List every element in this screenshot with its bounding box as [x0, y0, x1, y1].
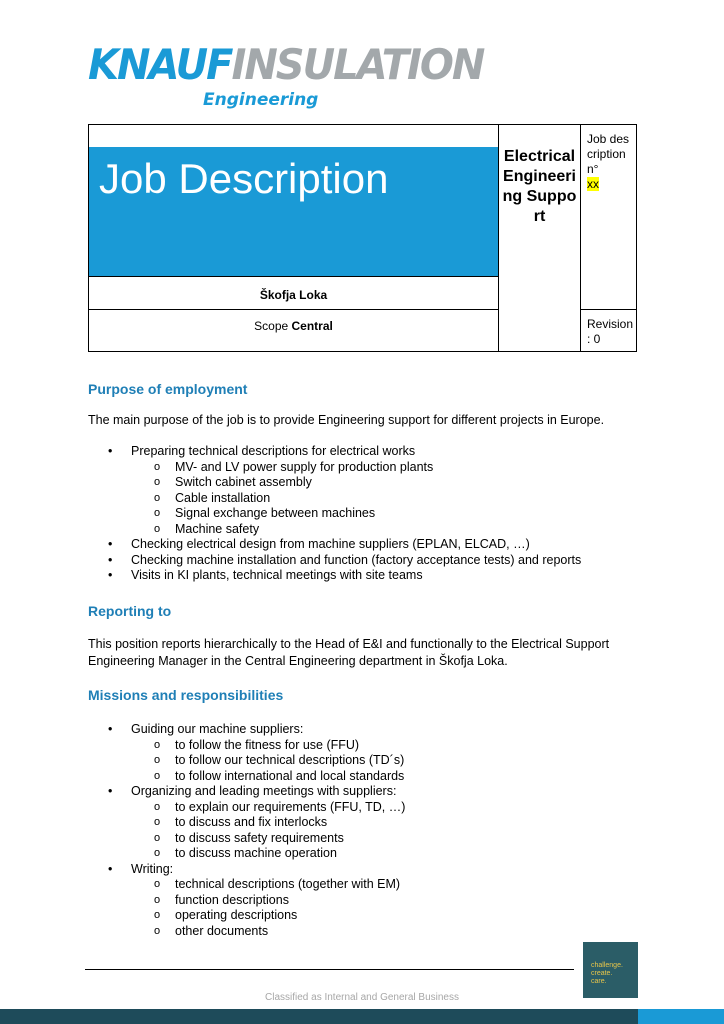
sub-bullet-item: o Signal exchange between machines [88, 506, 648, 522]
badge-line: challenge. [591, 962, 623, 969]
role-cell [498, 124, 581, 352]
job-number-value: xx [587, 177, 599, 191]
job-number-cell [580, 124, 637, 310]
reporting-heading: Reporting to [88, 603, 172, 619]
knauf-insulation-logo [88, 40, 484, 115]
sub-bullet-item: o technical descriptions (together with EM) [88, 877, 648, 893]
scope-label: Scope [254, 319, 289, 333]
sub-bullet-item: o to discuss safety requirements [88, 831, 648, 847]
revision-cell [580, 309, 637, 352]
purpose-heading: Purpose of employment [88, 381, 248, 397]
sub-bullet-item: o to discuss and fix interlocks [88, 815, 648, 831]
footer-divider [85, 969, 574, 970]
sub-bullet-item: o Machine safety [88, 522, 648, 538]
role-title: Electrical Engineering Support [502, 148, 577, 225]
sub-bullet-item: o function descriptions [88, 893, 648, 909]
job-number-label: Job description n° [587, 132, 630, 176]
header-table [88, 124, 637, 352]
bullet-item: • Checking machine installation and function (factory acceptance tests) and reports [88, 553, 648, 569]
document-title: Job Description [99, 155, 389, 202]
job-number [587, 132, 634, 192]
sub-bullet-item: o Cable installation [88, 491, 648, 507]
bullet-item: • Guiding our machine suppliers: [88, 722, 648, 738]
sub-bullet-item: o to follow our technical descriptions (TD´s) [88, 753, 648, 769]
missions-list [88, 722, 648, 939]
bullet-item: • Writing: [88, 862, 648, 878]
logo-brand-knauf: KNAUF [88, 41, 232, 90]
site-cell [88, 276, 499, 310]
sub-bullet-item: o to follow the fitness for use (FFU) [88, 738, 648, 754]
bullet-item: • Organizing and leading meetings with suppliers: [88, 784, 648, 800]
sub-bullet-item: o to discuss machine operation [88, 846, 648, 862]
bullet-item: • Checking electrical design from machine suppliers (EPLAN, ELCAD, …) [88, 537, 648, 553]
bullet-item: • Visits in KI plants, technical meetings with site teams [88, 568, 648, 584]
logo-brand [88, 40, 483, 90]
footer-bar-accent [638, 1009, 724, 1024]
logo-subtitle: Engineering [203, 90, 319, 110]
scope-value: Central [291, 319, 333, 333]
site-name: Škofja Loka [259, 288, 328, 302]
sub-bullet-item: o MV- and LV power supply for production plants [88, 460, 648, 476]
badge-line: create. [591, 970, 613, 977]
badge-text [591, 962, 623, 986]
title-cell [88, 124, 499, 277]
reporting-text: This position reports hierarchically to the Head of E&I and functionally to the Electrical Support Engineering Manager in the Central Engineering department in Škofja Loka. [88, 637, 610, 668]
revision-text: Revision : 0 [587, 317, 634, 346]
logo-brand-insulation: INSULATION [231, 41, 484, 90]
scope-text [89, 319, 498, 333]
sub-bullet-item: o to explain our requirements (FFU, TD, …) [88, 800, 648, 816]
sub-bullet-item: o operating descriptions [88, 908, 648, 924]
sub-bullet-item: o to follow international and local standards [88, 769, 648, 785]
badge-line: care. [591, 978, 607, 985]
sub-bullet-item: o Switch cabinet assembly [88, 475, 648, 491]
missions-heading: Missions and responsibilities [88, 687, 284, 703]
challenge-create-care-badge [583, 942, 638, 998]
scope-cell [88, 309, 499, 352]
sub-bullet-item: o other documents [88, 924, 648, 940]
footer-bar [0, 1009, 724, 1024]
classification-label: Classified as Internal and General Business [265, 992, 459, 1003]
purpose-intro: The main purpose of the job is to provide Engineering support for different projects in Europe. [88, 413, 605, 427]
bullet-item: • Preparing technical descriptions for electrical works [88, 444, 648, 460]
purpose-list [88, 444, 648, 584]
